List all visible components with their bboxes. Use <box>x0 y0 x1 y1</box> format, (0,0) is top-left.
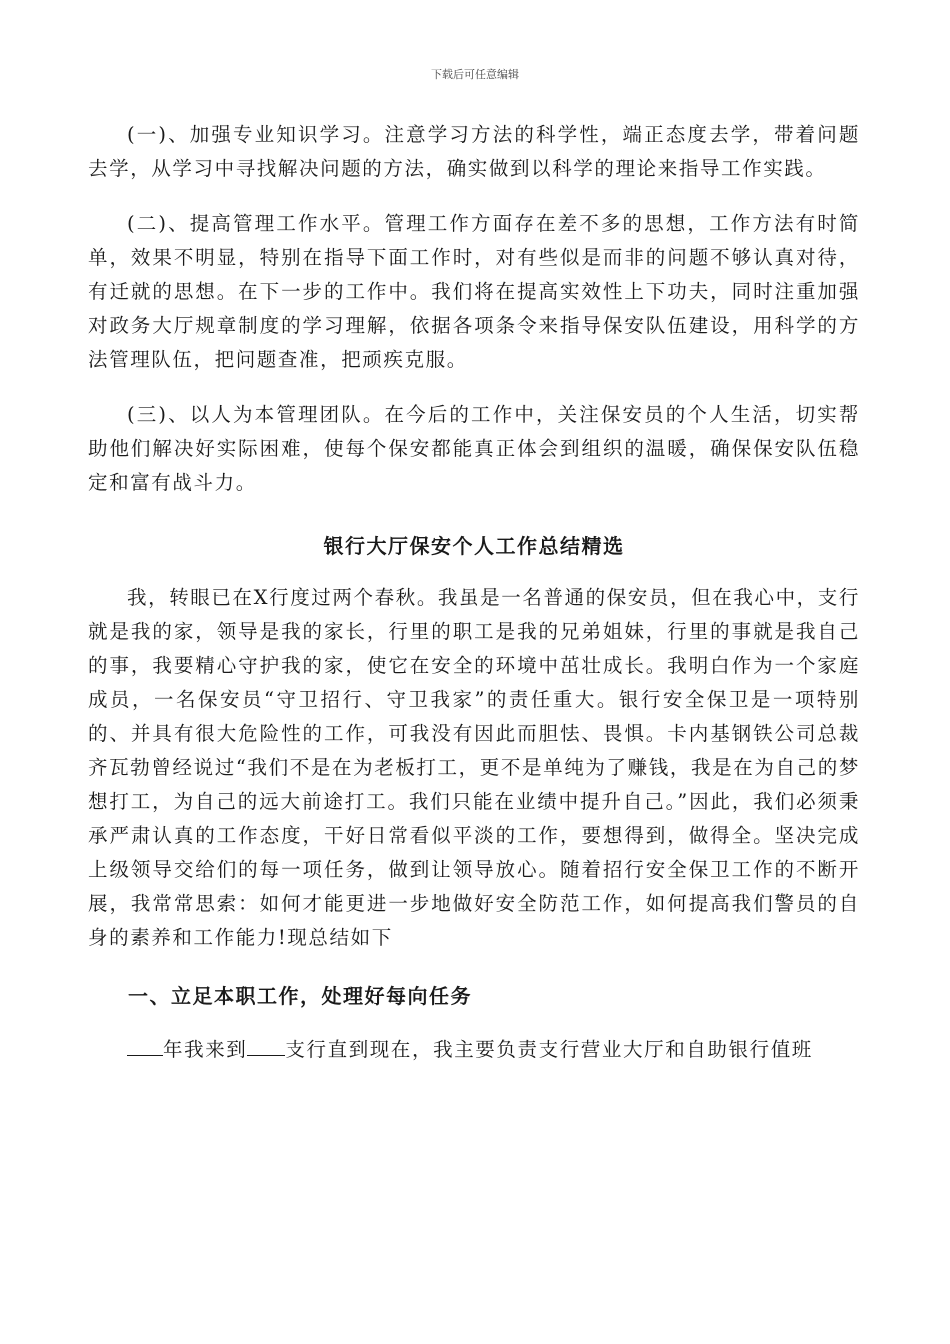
header-note: 下载后可任意编辑 <box>431 68 519 81</box>
last-paragraph-part1: 年我来到 <box>163 1038 248 1061</box>
fill-blank-year <box>127 1037 163 1056</box>
section-title: 银行大厅保安个人工作总结精选 <box>323 534 625 558</box>
intro-paragraph: 我，转眼已在X行度过两个春秋。我虽是一名普通的保安员，但在我心中，支行就是我的家，领导是我的家长，行里的职工是我的兄弟姐妹，行里的事就是我自己的事，我要精心守护我的家，使它在安全的环境中茁壮成长。我明白作为一个家庭成员，一名保安员“守卫招行、守卫我家”的责任重大。银行安全保卫是一项特别的、并具有很大危险性的工作，可我没有因此而胆怯、畏惧。卡内基钢铁公司总裁齐瓦勃曾经说过“我们不是在为老板打工，更不是单纯为了赚钱，我是在为自己的梦想打工，为自己的远大前途打工。我们只能在业绩中提升自己。”因此，我们必须秉承严肃认真的工作态度，干好日常看似平淡的工作，要想得到，做得全。坚决完成上级领导交给们的每一项任务，做到让领导放心。随着招行安全保卫工作的不断开展，我常常思索：如何才能更进一步地做好安全防范工作，如何提高我们警员的自身的素养和工作能力!现总结如下 <box>88 586 860 949</box>
last-paragraph-part2: 支行直到现在，我主要负责支行营业大厅和自助银行值班 <box>285 1038 813 1061</box>
paragraph-2: (二)、提高管理工作水平。管理工作方面存在差不多的思想，工作方法有时简单，效果不明显，特别在指导下面工作时，对有些似是而非的问题不够认真对待，有迁就的思想。在下一步的工作中。我们将在提高实效性上下功夫，同时注重加强对政务大厅规章制度的学习理解，依据各项条令来指导保安队伍建设，用科学的方法管理队伍，把问题查准，把顽疾克服。 <box>88 212 860 371</box>
paragraph-1: (一)、加强专业知识学习。注意学习方法的科学性，端正态度去学，带着问题去学，从学习中寻找解决问题的方法，确实做到以科学的理论来指导工作实践。 <box>88 123 860 180</box>
subheading: 一、立足本职工作，处理好每向任务 <box>128 984 472 1008</box>
fill-blank-branch <box>247 1037 285 1056</box>
last-paragraph <box>88 1033 860 1067</box>
document-body <box>88 118 860 1067</box>
paragraph-3: (三)、以人为本管理团队。在今后的工作中，关注保安员的个人生活，切实帮助他们解决好实际困难，使每个保安都能真正体会到组织的温暖，确保保安队伍稳定和富有战斗力。 <box>88 403 860 494</box>
